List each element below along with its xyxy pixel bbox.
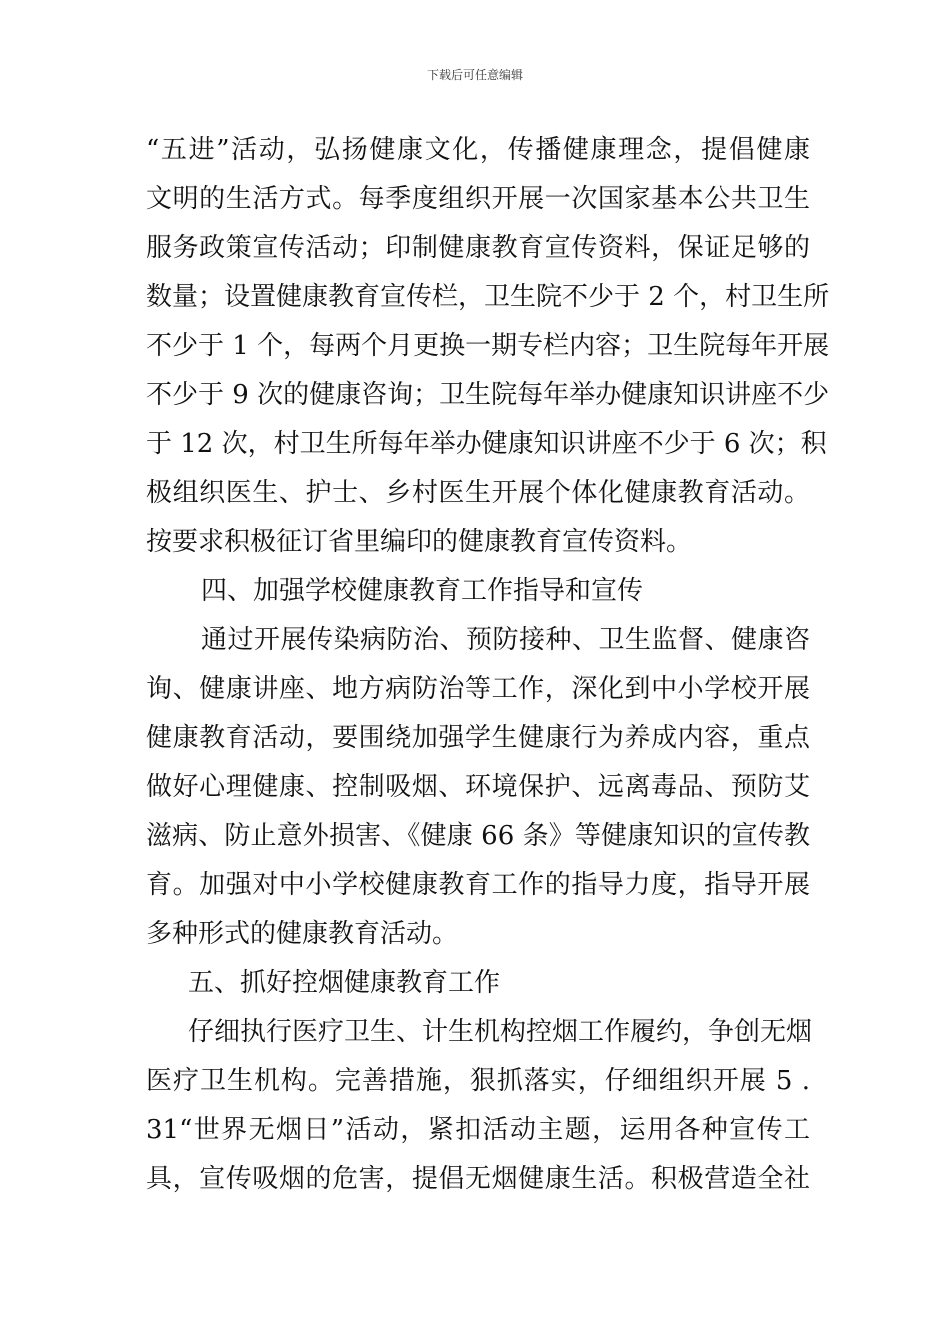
- text-line: 医疗卫生机构。完善措施，狠抓落实，仔细组织开展 5 .: [146, 1066, 810, 1096]
- text-line: “五进”活动，弘扬健康文化，传播健康理念，提倡健康: [146, 135, 810, 165]
- text-line: 于 12 次，村卫生所每年举办健康知识讲座不少于 6 次；积: [146, 429, 827, 459]
- text-line: 做好心理健康、控制吸烟、环境保护、远离毒品、预防艾: [146, 772, 810, 802]
- text-line: 数量；设置健康教育宣传栏，卫生院不少于 2 个，村卫生所: [146, 282, 830, 312]
- text-line: 不少于 1 个，每两个月更换一期专栏内容；卫生院每年开展: [146, 331, 830, 361]
- section-heading: 四、加强学校健康教育工作指导和宣传: [201, 576, 644, 606]
- text-line: 询、健康讲座、地方病防治等工作，深化到中小学校开展: [146, 674, 810, 704]
- text-line: 服务政策宣传活动；印制健康教育宣传资料，保证足够的: [146, 233, 810, 263]
- text-line: 滋病、防止意外损害、《健康 66 条》等健康知识的宣传教: [146, 821, 810, 851]
- text-line: 不少于 9 次的健康咨询；卫生院每年举办健康知识讲座不少: [146, 380, 830, 410]
- text-line: 健康教育活动，要围绕加强学生健康行为养成内容，重点: [146, 723, 810, 753]
- text-line: 文明的生活方式。每季度组织开展一次国家基本公共卫生: [146, 184, 810, 214]
- text-line: 育。加强对中小学校健康教育工作的指导力度，指导开展: [146, 870, 810, 900]
- page-header: 下载后可任意编辑: [426, 68, 523, 82]
- text-line: 多种形式的健康教育活动。: [146, 919, 459, 949]
- text-line: 具，宣传吸烟的危害，提倡无烟健康生活。积极营造全社: [146, 1164, 810, 1194]
- text-line: 极组织医生、护士、乡村医生开展个体化健康教育活动。: [146, 478, 810, 508]
- text-line: 31“世界无烟日”活动，紧扣活动主题，运用各种宣传工: [146, 1115, 810, 1145]
- text-line: 仔细执行医疗卫生、计生机构控烟工作履约，争创无烟: [188, 1017, 813, 1047]
- document-body: [146, 126, 830, 1204]
- section-heading: 五、抓好控烟健康教育工作: [188, 968, 501, 998]
- text-line: 按要求积极征订省里编印的健康教育宣传资料。: [146, 527, 693, 557]
- text-line: 通过开展传染病防治、预防接种、卫生监督、健康咨: [201, 625, 810, 655]
